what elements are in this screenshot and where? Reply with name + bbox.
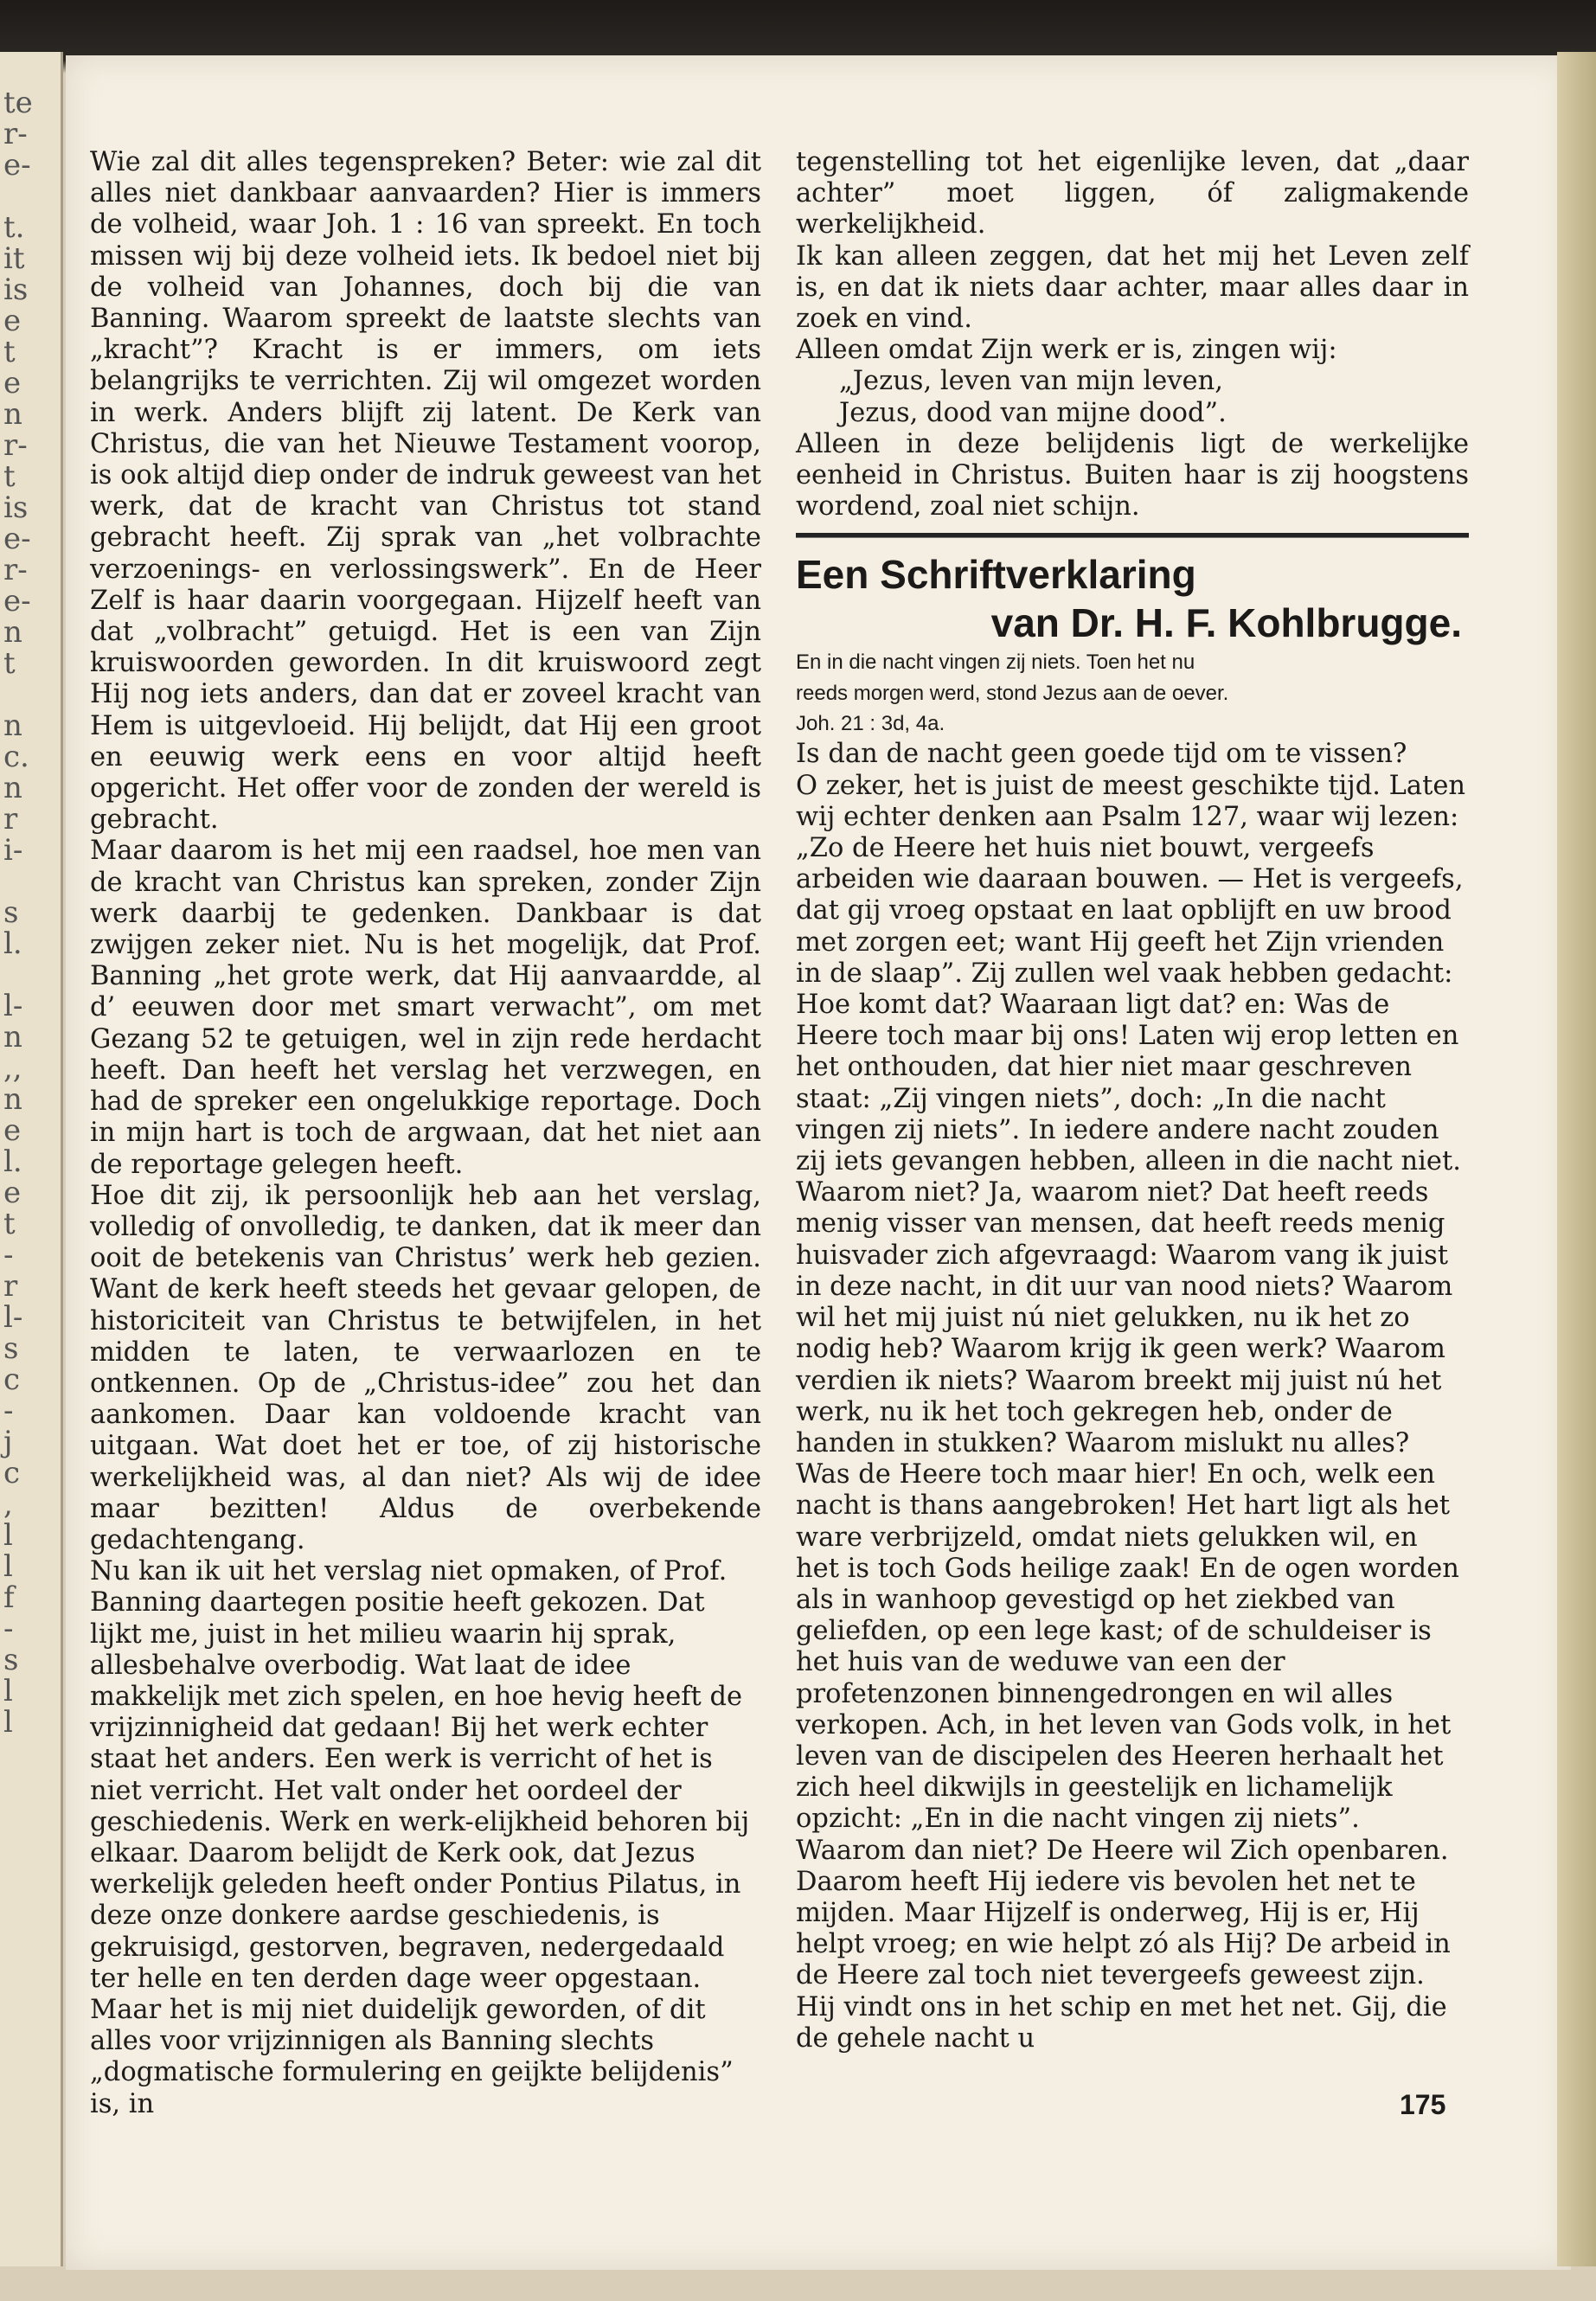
margin-fragment: n — [3, 397, 22, 432]
margin-fragment: n — [3, 615, 22, 650]
body-paragraph: Maar daarom is het mij een raadsel, hoe men van de kracht van Christus kan spreken, zonder Zijn werk daarbij te gedenken. Dankbaar is dat zwijgen zeker niet. Nu is het mogelijk, dat Prof. Banning „het grote werk, dat Hij aanvaardde, al d’ eeuwen door met smart verwacht”, om met Gezang 52 te getuigen, wel in zijn rede herdacht heeft. Dan heeft het verslag het verzwegen, en had de spreker een ongelukkige reportage. Doch in mijn hart is toch de argwaan, dat het niet aan de reportage gelegen heeft. — [90, 836, 761, 1180]
body-paragraph: Nu kan ik uit het verslag niet opmaken, of Prof. Banning daartegen positie heeft gekozen. Dat lijkt me, juist in het milieu waarin hij sprak, allesbehalve overbodig. Wat laat de idee makkelijk met zich spelen, en hoe hevig heeft de vrijzinnigheid dat gedaan! Bij het werk echter staat het anders. Een werk is verricht of het is niet verricht. Het valt onder het oordeel der geschiedenis. Werk en werk-elijkheid behoren bij elkaar. Daarom belijdt de Kerk ook, dat Jezus werkelijk geleden heeft onder Pontius Pilatus, in deze onze donkere aardse geschiedenis, is gekruisigd, gestorven, begraven, nedergedaald ter helle en ten derden dage weer opgestaan. Maar het is mij niet duidelijk geworden, of dit alles voor vrijzinnigen als Banning slechts „dogmatische formulering en geijkte belijdenis” is, in — [90, 1556, 750, 2119]
body-paragraph: Alleen omdat Zijn werk er is, zingen wij: — [796, 335, 1337, 366]
margin-fragment: s — [3, 1643, 19, 1677]
margin-fragment: l — [3, 1674, 13, 1708]
margin-fragment: e — [3, 366, 22, 401]
margin-fragment: t — [3, 646, 16, 681]
margin-fragment: ,, — [3, 1051, 22, 1086]
epigraph-line: reeds morgen werd, stond Jezus aan de oever. — [796, 682, 1229, 706]
body-paragraph: Ik kan alleen zeggen, dat het mij het Leven zelf is, en dat ik niets daar achter, maar alles daar in zoek en vind. — [796, 240, 1469, 335]
body-paragraph: tegenstelling tot het eigenlijke leven, dat „daar achter” moet liggen, óf zaligmakende werkelijkheid. — [796, 147, 1469, 240]
margin-fragment: t — [3, 1207, 16, 1241]
margin-fragment: e- — [3, 584, 31, 619]
margin-fragment: - — [3, 1394, 14, 1428]
body-paragraph: Wie zal dit alles tegenspreken? Beter: wie zal dit alles niet dankbaar aanvaarden? Hier is immers de volheid, waar Joh. 1 : 16 van spreekt. En toch missen wij bij deze volheid iets. Ik bedoel niet bij de volheid van Johannes, doch bij die van Banning. Waarom spreekt de laatste slechts van „kracht”? Kracht is er immers, om iets belangrijks te verrichten. Zij wil omgezet worden in werk. Anders blijft zij latent. De Kerk van Christus, die van het Nieuwe Testament voorop, is ook altijd diep onder de indruk geweest van het werk, dat de kracht van Christus tot stand gebracht heeft. Zij sprak van „het volbrachte verzoenings- en verlossingswerk”. En de Heer Zelf is haar daarin voorgegaan. Hijzelf heeft van dat „volbracht” getuigd. Het is een van Zijn kruiswoorden geworden. In dit kruiswoord zegt Hij nog iets anders, dan dat er zoveel kracht van Hem is uitgevloeid. Hij belijdt, dat Hij een groot en eeuwig werk eens en voor altijd heeft opgericht. Het offer voor de zonden der wereld is gebracht. — [90, 147, 761, 836]
margin-fragment: l- — [3, 1300, 23, 1335]
margin-fragment: j — [3, 1425, 13, 1459]
section-divider — [796, 533, 1469, 538]
margin-fragment: r- — [3, 553, 28, 587]
margin-fragment: te — [3, 86, 33, 120]
margin-fragment: r — [3, 802, 18, 836]
margin-fragment: e — [3, 304, 22, 338]
margin-fragment: i- — [3, 833, 23, 868]
margin-fragment: c — [3, 1362, 21, 1397]
hymn-quote-line: Jezus, dood van mijne dood”. — [839, 397, 1227, 428]
left-column — [90, 147, 761, 2120]
article-subtitle: van Dr. H. F. Kohlbrugge. — [990, 600, 1462, 646]
margin-fragment: s — [3, 1331, 19, 1366]
article-title: Een Schriftverklaring — [796, 552, 1196, 598]
margin-fragment: , — [3, 1487, 13, 1522]
margin-fragment: s — [3, 895, 19, 930]
page-edge — [1557, 52, 1596, 2266]
epigraph-line: En in die nacht vingen zij niets. Toen het nu — [796, 651, 1195, 675]
margin-fragment: l- — [3, 989, 23, 1023]
margin-fragment: is — [3, 490, 29, 525]
adjacent-page-margin — [0, 52, 63, 2266]
margin-fragment: l — [3, 1518, 13, 1553]
margin-fragment: l. — [3, 1144, 22, 1179]
margin-fragment: l — [3, 1705, 13, 1740]
page-number: 175 — [1400, 2089, 1446, 2120]
margin-fragment: t — [3, 335, 16, 369]
margin-fragment: n — [3, 1020, 22, 1054]
margin-fragment: e- — [3, 148, 31, 183]
margin-fragment: l. — [3, 926, 22, 961]
margin-fragment: c — [3, 1456, 21, 1490]
body-paragraph: Hoe dit zij, ik persoonlijk heb aan het verslag, volledig of onvolledig, te danken, dat ik meer dan ooit de betekenis van Christus’ werk heb gezien. Want de kerk heeft steeds het gevaar gelopen, de historiciteit van Christus te betwijfelen, in het midden te laten, te verwaarlozen en te ontkennen. Op de „Christus-idee” zou het dan aankomen. Daar kan voldoende kracht van uitgaan. Wat doet het er toe, of zij historische werkelijkheid was, al dan niet? Als wij de idee maar bezitten! Aldus de overbekende gedachtengang. — [90, 1180, 761, 1555]
margin-fragment: - — [3, 1612, 14, 1646]
margin-fragment: - — [3, 1238, 14, 1272]
margin-fragment: n — [3, 708, 22, 743]
margin-fragment: r — [3, 1269, 18, 1304]
margin-fragment: n — [3, 771, 22, 805]
margin-fragment: n — [3, 1082, 22, 1117]
margin-fragment: is — [3, 272, 29, 307]
margin-fragment: f — [3, 1580, 15, 1615]
margin-fragment: e- — [3, 522, 31, 556]
hymn-quote-line: „Jezus, leven van mijn leven, — [839, 366, 1223, 397]
margin-fragment: l — [3, 1549, 13, 1584]
margin-fragment: r- — [3, 428, 28, 463]
margin-fragment: c. — [3, 740, 29, 774]
margin-fragment: r- — [3, 117, 28, 151]
body-paragraph: Is dan de nacht geen goede tijd om te vissen? — [796, 739, 1407, 770]
margin-fragment: e — [3, 1176, 22, 1210]
margin-fragment: it — [3, 241, 25, 276]
margin-fragment: t. — [3, 210, 25, 245]
margin-fragment: e — [3, 1113, 22, 1148]
margin-fragment: t — [3, 459, 16, 494]
right-column — [796, 147, 1469, 2054]
epigraph-reference: Joh. 21 : 3d, 4a. — [796, 712, 945, 736]
body-paragraph: Alleen in deze belijdenis ligt de werkelijke eenheid in Christus. Buiten haar is zij hoogstens wordend, zoal niet schijn. — [796, 428, 1469, 522]
body-paragraph: O zeker, het is juist de meest geschikte tijd. Laten wij echter denken aan Psalm 127, waar wij lezen: „Zo de Heere het huis niet bouwt, vergeefs arbeiden wie daaraan bouwen. — Het is vergeefs, dat gij vroeg opstaat en laat opblijft en uw brood met zorgen eet; want Hij geeft het Zijn vrienden in de slaap”. Zij zullen wel vaak hebben gedacht: Hoe komt dat? Waaraan ligt dat? en: Was de Heere toch maar bij ons! Laten wij erop letten en het onthouden, dat hier niet maar geschreven staat: „Zij vingen niets”, doch: „In die nacht vingen zij niets”. In iedere andere nacht zouden zij iets gevangen hebben, alleen in die nacht niet. Waarom niet? Ja, waarom niet? Dat heeft reeds menig visser van mensen, dat heeft reeds menig huisvader zich afgevraagd: Waarom vang ik juist in deze nacht, in dit uur van nood niets? Waarom wil het mij juist nú niet gelukken, nu ik het zo nodig heb? Waarom krijg ik geen werk? Waarom verdien ik niets? Waarom breekt mij juist nú het werk, nu ik het toch gekregen heb, onder de handen in stukken? Waarom mislukt nu alles? Was de Heere toch maar hier! En och, welk een nacht is thans aangebroken! Het hart ligt als het ware verbrijzeld, omdat niets gelukken wil, en het is toch Gods heilige zaak! En de ogen worden als in wanhoop gevestigd op het ziekbed van geliefden, op een lege kast; of de schuldeiser is het huis van de weduwe van een der profetenzonen binnengedrongen en wil alles verkopen. Ach, in het leven van Gods volk, in het leven van de discipelen des Heeren herhaalt het zich heel dikwijls in geestelijk en lichamelijk opzicht: „En in die nacht vingen zij niets”. Waarom dan niet? De Heere wil Zich openbaren. Daarom heeft Hij iedere vis bevolen het net te mijden. Maar Hijzelf is onderweg, Hij is er, Hij helpt vroeg; en wie helpt zó als Hij? De arbeid in de Heere zal toch niet tevergeefs geweest zijn. Hij vindt ons in het schip en met het net. Gij, die de gehele nacht u — [796, 770, 1466, 2054]
